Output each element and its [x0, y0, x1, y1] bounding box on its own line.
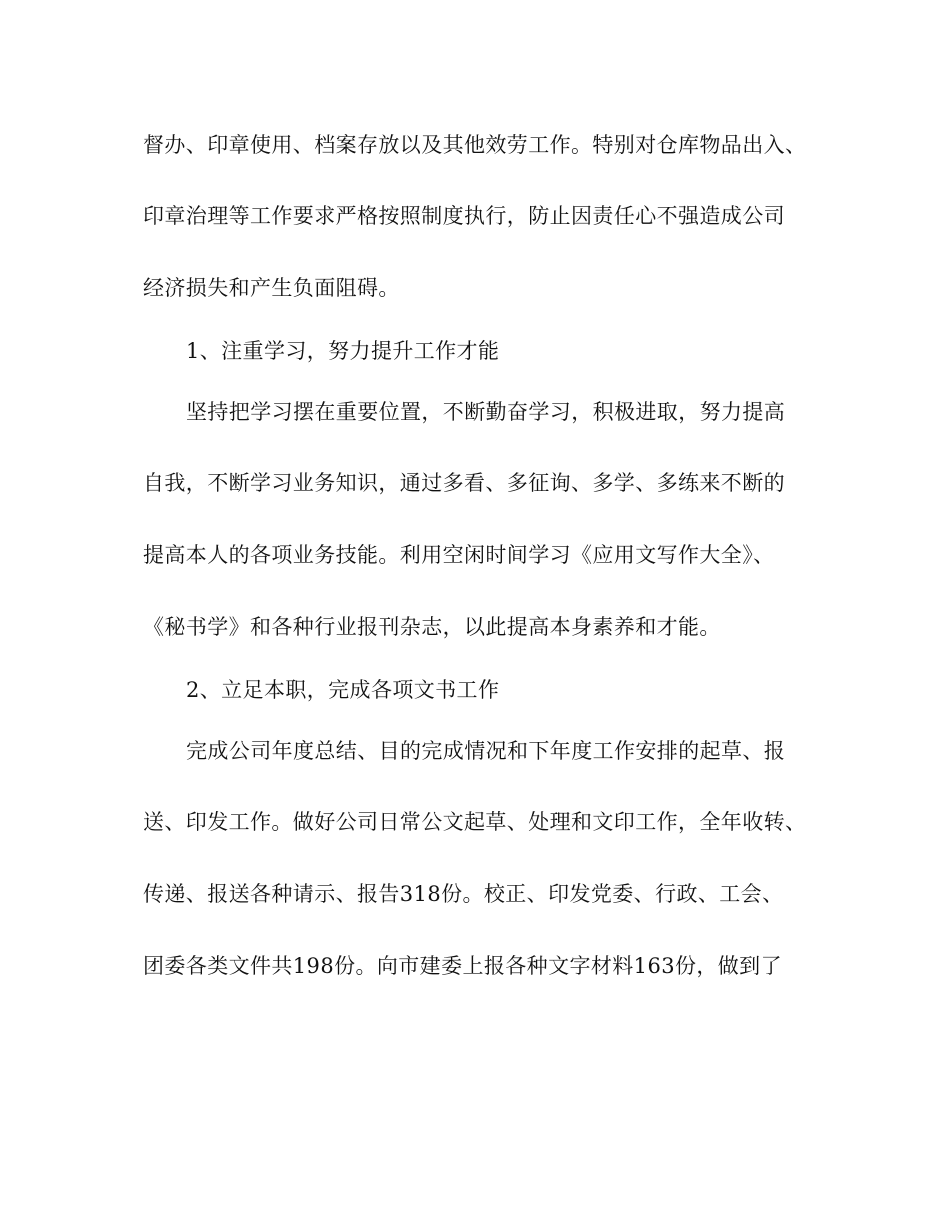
section-heading-2: 2、立足本职，完成各项文书工作: [186, 678, 500, 702]
section-heading-1: 1、注重学习，努力提升工作才能: [186, 339, 500, 363]
paragraph-line-8: 完成公司年度总结、目的完成情况和下年度工作安排的起草、报: [186, 739, 786, 763]
paragraph-line-10: 传递、报送各种请示、报告318份。校正、印发党委、行政、工会、: [143, 882, 784, 906]
paragraph-line-4: 坚持把学习摆在重要位置，不断勤奋学习，积极进取，努力提高: [186, 400, 786, 424]
paragraph-line-3: 经济损失和产生负面阻碍。: [143, 276, 400, 300]
paragraph-line-7: 《秘书学》和各种行业报刊杂志，以此提高本身素养和才能。: [143, 615, 721, 639]
paragraph-line-1: 督办、印章使用、档案存放以及其他效劳工作。特别对仓库物品出入、: [143, 133, 807, 157]
paragraph-line-6: 提高本人的各项业务技能。利用空闲时间学习《应用文写作大全》、: [143, 543, 775, 567]
paragraph-line-11: 团委各类文件共198份。向市建委上报各种文字材料163份，做到了: [143, 954, 782, 978]
paragraph-line-9: 送、印发工作。做好公司日常公文起草、处理和文印工作，全年收转、: [143, 810, 807, 834]
paragraph-line-5: 自我，不断学习业务知识，通过多看、多征询、多学、多练来不断的: [143, 471, 785, 495]
paragraph-line-2: 印章治理等工作要求严格按照制度执行，防止因责任心不强造成公司: [143, 204, 785, 228]
